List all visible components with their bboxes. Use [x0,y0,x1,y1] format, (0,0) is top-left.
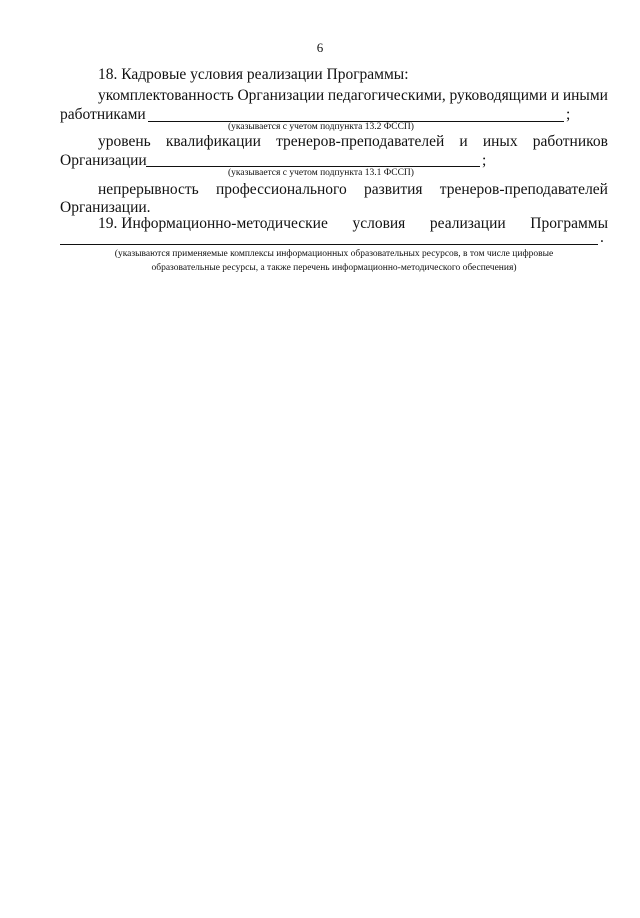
staffing-line-1-word: педагогическими, [327,87,446,104]
section-18-heading: 18. Кадровые условия реализации Программы: [98,66,409,83]
staffing-line-1-word: иными [562,87,608,104]
qualification-line-1 [98,133,608,151]
qualification-line-1-word: тренеров-преподавателей [276,133,445,150]
staffing-line-1-word: укомплектованность [98,87,234,104]
qualification-line-1-word: работников [532,133,608,150]
page-number: 6 [316,40,324,55]
staffing-label: работниками [60,106,146,123]
qualification-line-1-word: иных [482,133,518,150]
qualification-line-end: ; [482,152,487,169]
development-line-1-word: развития [363,181,423,198]
qualification-note: (указывается с учетом подпункта 13.1 ФССП) [228,168,414,178]
section-19-heading-word: реализации [429,215,506,232]
development-line-1-word: профессионального [215,181,347,198]
staffing-note: (указывается с учетом подпункта 13.2 ФССП) [228,122,414,132]
staffing-line-1 [98,87,608,105]
staffing-line-1-word: и [550,87,560,104]
qualification-line-1-word: уровень [98,133,151,150]
section-19-heading-word: 19. Информационно-методические [98,215,328,232]
qualification-line-1-word: квалификации [165,133,261,150]
development-line-1-word: тренеров-преподавателей [439,181,608,198]
section-19-heading-word: условия [352,215,406,232]
section-19-heading-word: Программы [530,215,608,232]
section-19-note-line-1: (указываются применяемые комплексы информационных образовательных ресурсов, в том числе цифровые [114,249,554,259]
development-line-1 [98,181,608,199]
section-19-line-end: . [600,229,604,246]
staffing-line-1-word: Организации [237,87,325,104]
development-line-2: Организации. [60,199,151,216]
section-19-note-line-2: образовательные ресурсы, а также перечень информационно-методического обеспечения) [151,263,517,273]
staffing-line-1-word: руководящими [449,87,548,104]
development-line-1-word: непрерывность [98,181,199,198]
qualification-line-1-word: и [459,133,468,150]
section-19-fill-line [60,244,598,245]
section-19-heading [98,215,608,233]
qualification-label: Организации [60,152,147,169]
staffing-line-end: ; [566,106,571,123]
